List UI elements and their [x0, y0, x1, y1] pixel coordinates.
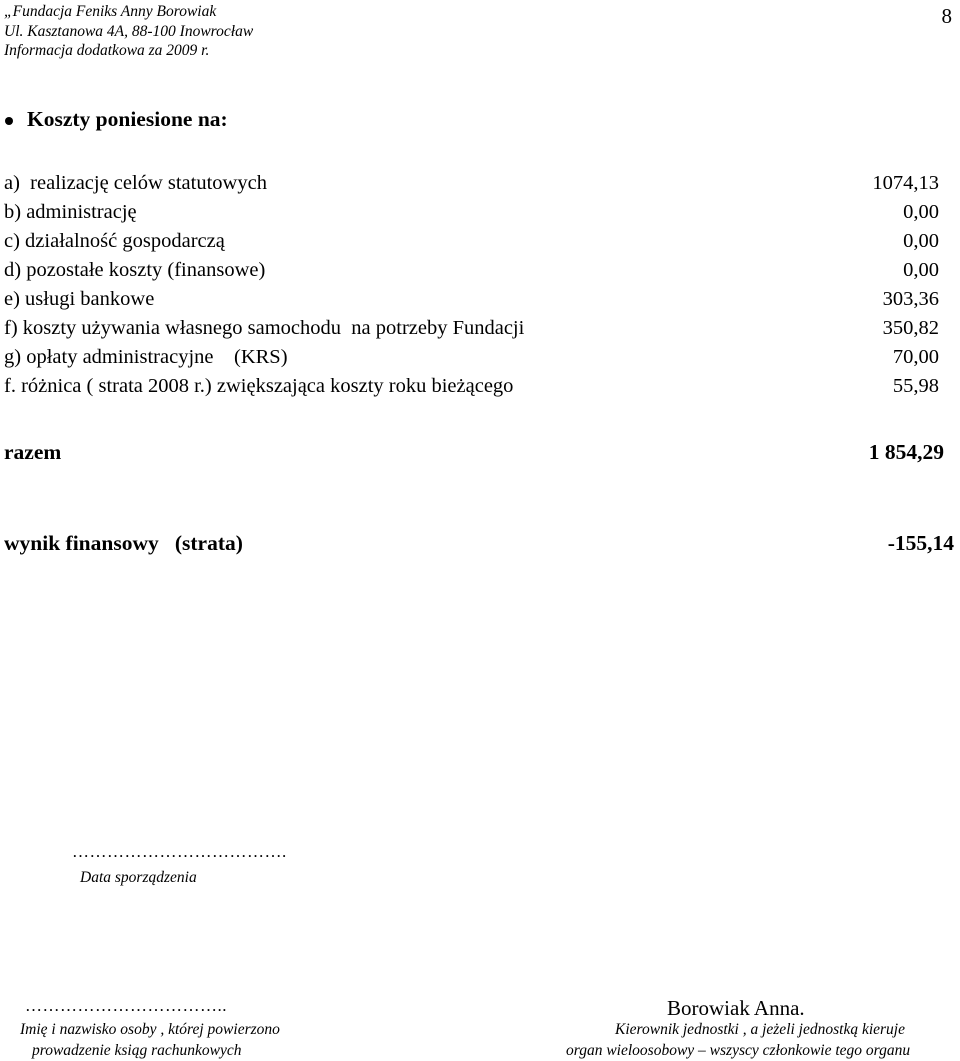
- page-number: 8: [941, 4, 952, 28]
- cost-item: [4, 256, 939, 285]
- cost-item-value: 0,00: [903, 230, 939, 252]
- cost-item-label: b) administrację: [4, 201, 137, 223]
- header-address: Ul. Kasztanowa 4A, 88-100 Inowrocław: [4, 22, 254, 40]
- cost-item-label: e) usługi bankowe: [4, 288, 155, 310]
- cost-item: [4, 169, 939, 198]
- cost-item-value: 303,36: [882, 288, 939, 310]
- manager-caption-1: Kierownik jednostki , a jeżeli jednostką kieruje: [615, 1021, 905, 1038]
- cost-item-value: 0,00: [903, 259, 939, 281]
- cost-item: [4, 314, 939, 343]
- cost-item-label: c) działalność gospodarczą: [4, 230, 225, 252]
- financial-result-label: wynik finansowy (strata): [4, 531, 243, 555]
- cost-item-label: f) koszty używania własnego samochodu na potrzeby Fundacji: [4, 317, 525, 339]
- cost-item-value: 0,00: [903, 201, 939, 223]
- cost-item: [4, 343, 939, 372]
- cost-item: [4, 372, 939, 401]
- financial-result-value: -155,14: [887, 531, 954, 555]
- date-caption: Data sporządzenia: [80, 869, 197, 886]
- bullet-icon: [5, 117, 13, 125]
- cost-item: [4, 227, 939, 256]
- cost-item-value: 70,00: [892, 346, 939, 368]
- total-value: 1 854,29: [868, 440, 944, 464]
- cost-item-label: d) pozostałe koszty (finansowe): [4, 259, 266, 281]
- cost-item-label: g) opłaty administracyjne (KRS): [4, 346, 288, 368]
- total-label: razem: [4, 440, 62, 464]
- manager-name: Borowiak Anna.: [667, 996, 805, 1020]
- bookkeeper-caption-1: Imię i nazwisko osoby , której powierzono: [20, 1021, 280, 1038]
- bookkeeper-caption-2: prowadzenie ksiąg rachunkowych: [32, 1042, 242, 1059]
- header-report-title: Informacja dodatkowa za 2009 r.: [4, 42, 210, 59]
- cost-item-label: f. różnica ( strata 2008 r.) zwiększająca koszty roku bieżącego: [4, 375, 514, 397]
- document-header: [4, 2, 253, 61]
- cost-item-value: 1074,13: [872, 172, 939, 194]
- header-organization: „Fundacja Feniks Anny Borowiak: [4, 3, 217, 20]
- cost-item-value: 350,82: [882, 317, 939, 339]
- cost-item: [4, 285, 939, 314]
- cost-item: [4, 198, 939, 227]
- cost-items-list: [4, 169, 939, 401]
- section-title: Koszty poniesione na:: [27, 107, 228, 131]
- bookkeeper-signature-line: ……………………………..: [25, 996, 227, 1015]
- manager-caption-2: organ wieloosobowy – wszyscy członkowie tego organu: [566, 1042, 911, 1059]
- date-dotted-line: ……………………………….: [72, 842, 287, 861]
- cost-item-label: a) realizację celów statutowych: [4, 172, 267, 194]
- cost-item-value: 55,98: [892, 375, 939, 397]
